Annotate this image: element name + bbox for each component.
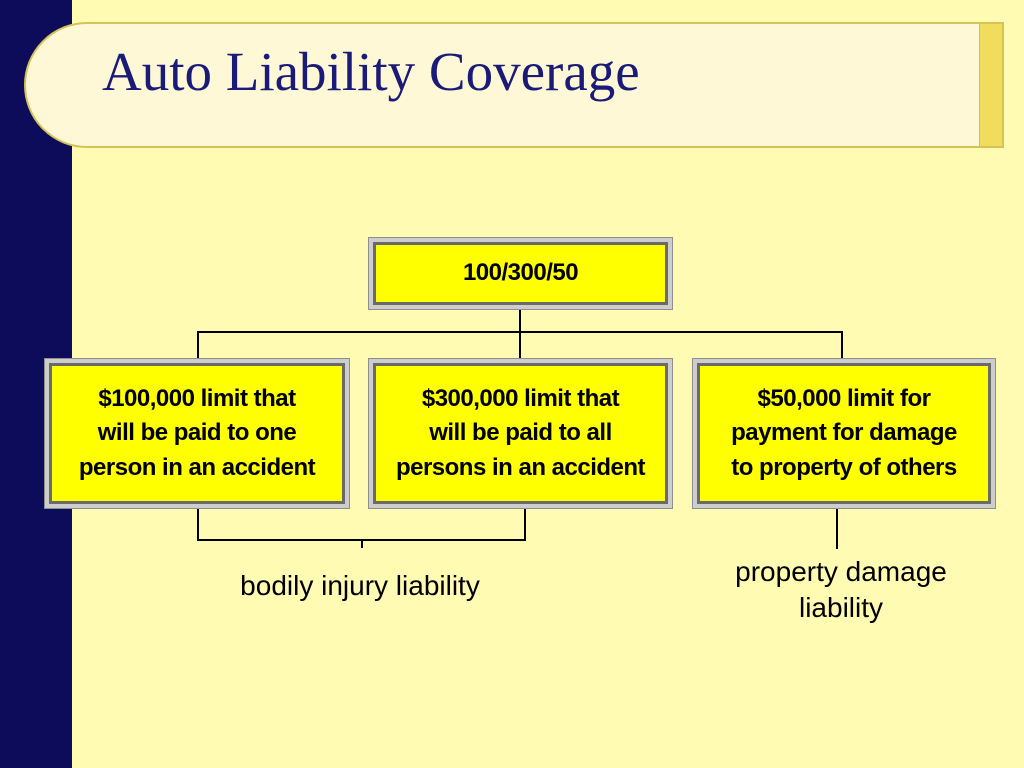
per-person-limit-text: $100,000 limit that will be paid to one person in an accident [78,385,316,481]
per-accident-limit-inner [373,363,668,504]
bodily-injury-label: bodily injury liability [240,570,480,601]
title-accent-bar [979,24,1002,146]
property-limit-text: $50,000 limit for payment for damage to property of others [731,385,957,481]
title-banner [24,22,1004,148]
property-damage-label: property damage liability [735,556,947,624]
property-limit-inner [697,363,991,504]
slide-title: Auto Liability Coverage [102,41,640,102]
limit-summary-text: 100/300/50 [462,259,579,287]
limit-summary-box [368,237,673,310]
per-accident-limit-box [368,358,673,509]
per-person-limit-box [44,358,350,509]
per-accident-limit-text: $300,000 limit that will be paid to all persons in an accident [395,385,646,481]
per-person-limit-inner [49,363,345,504]
property-limit-box [692,358,996,509]
limit-summary-inner [373,242,668,305]
